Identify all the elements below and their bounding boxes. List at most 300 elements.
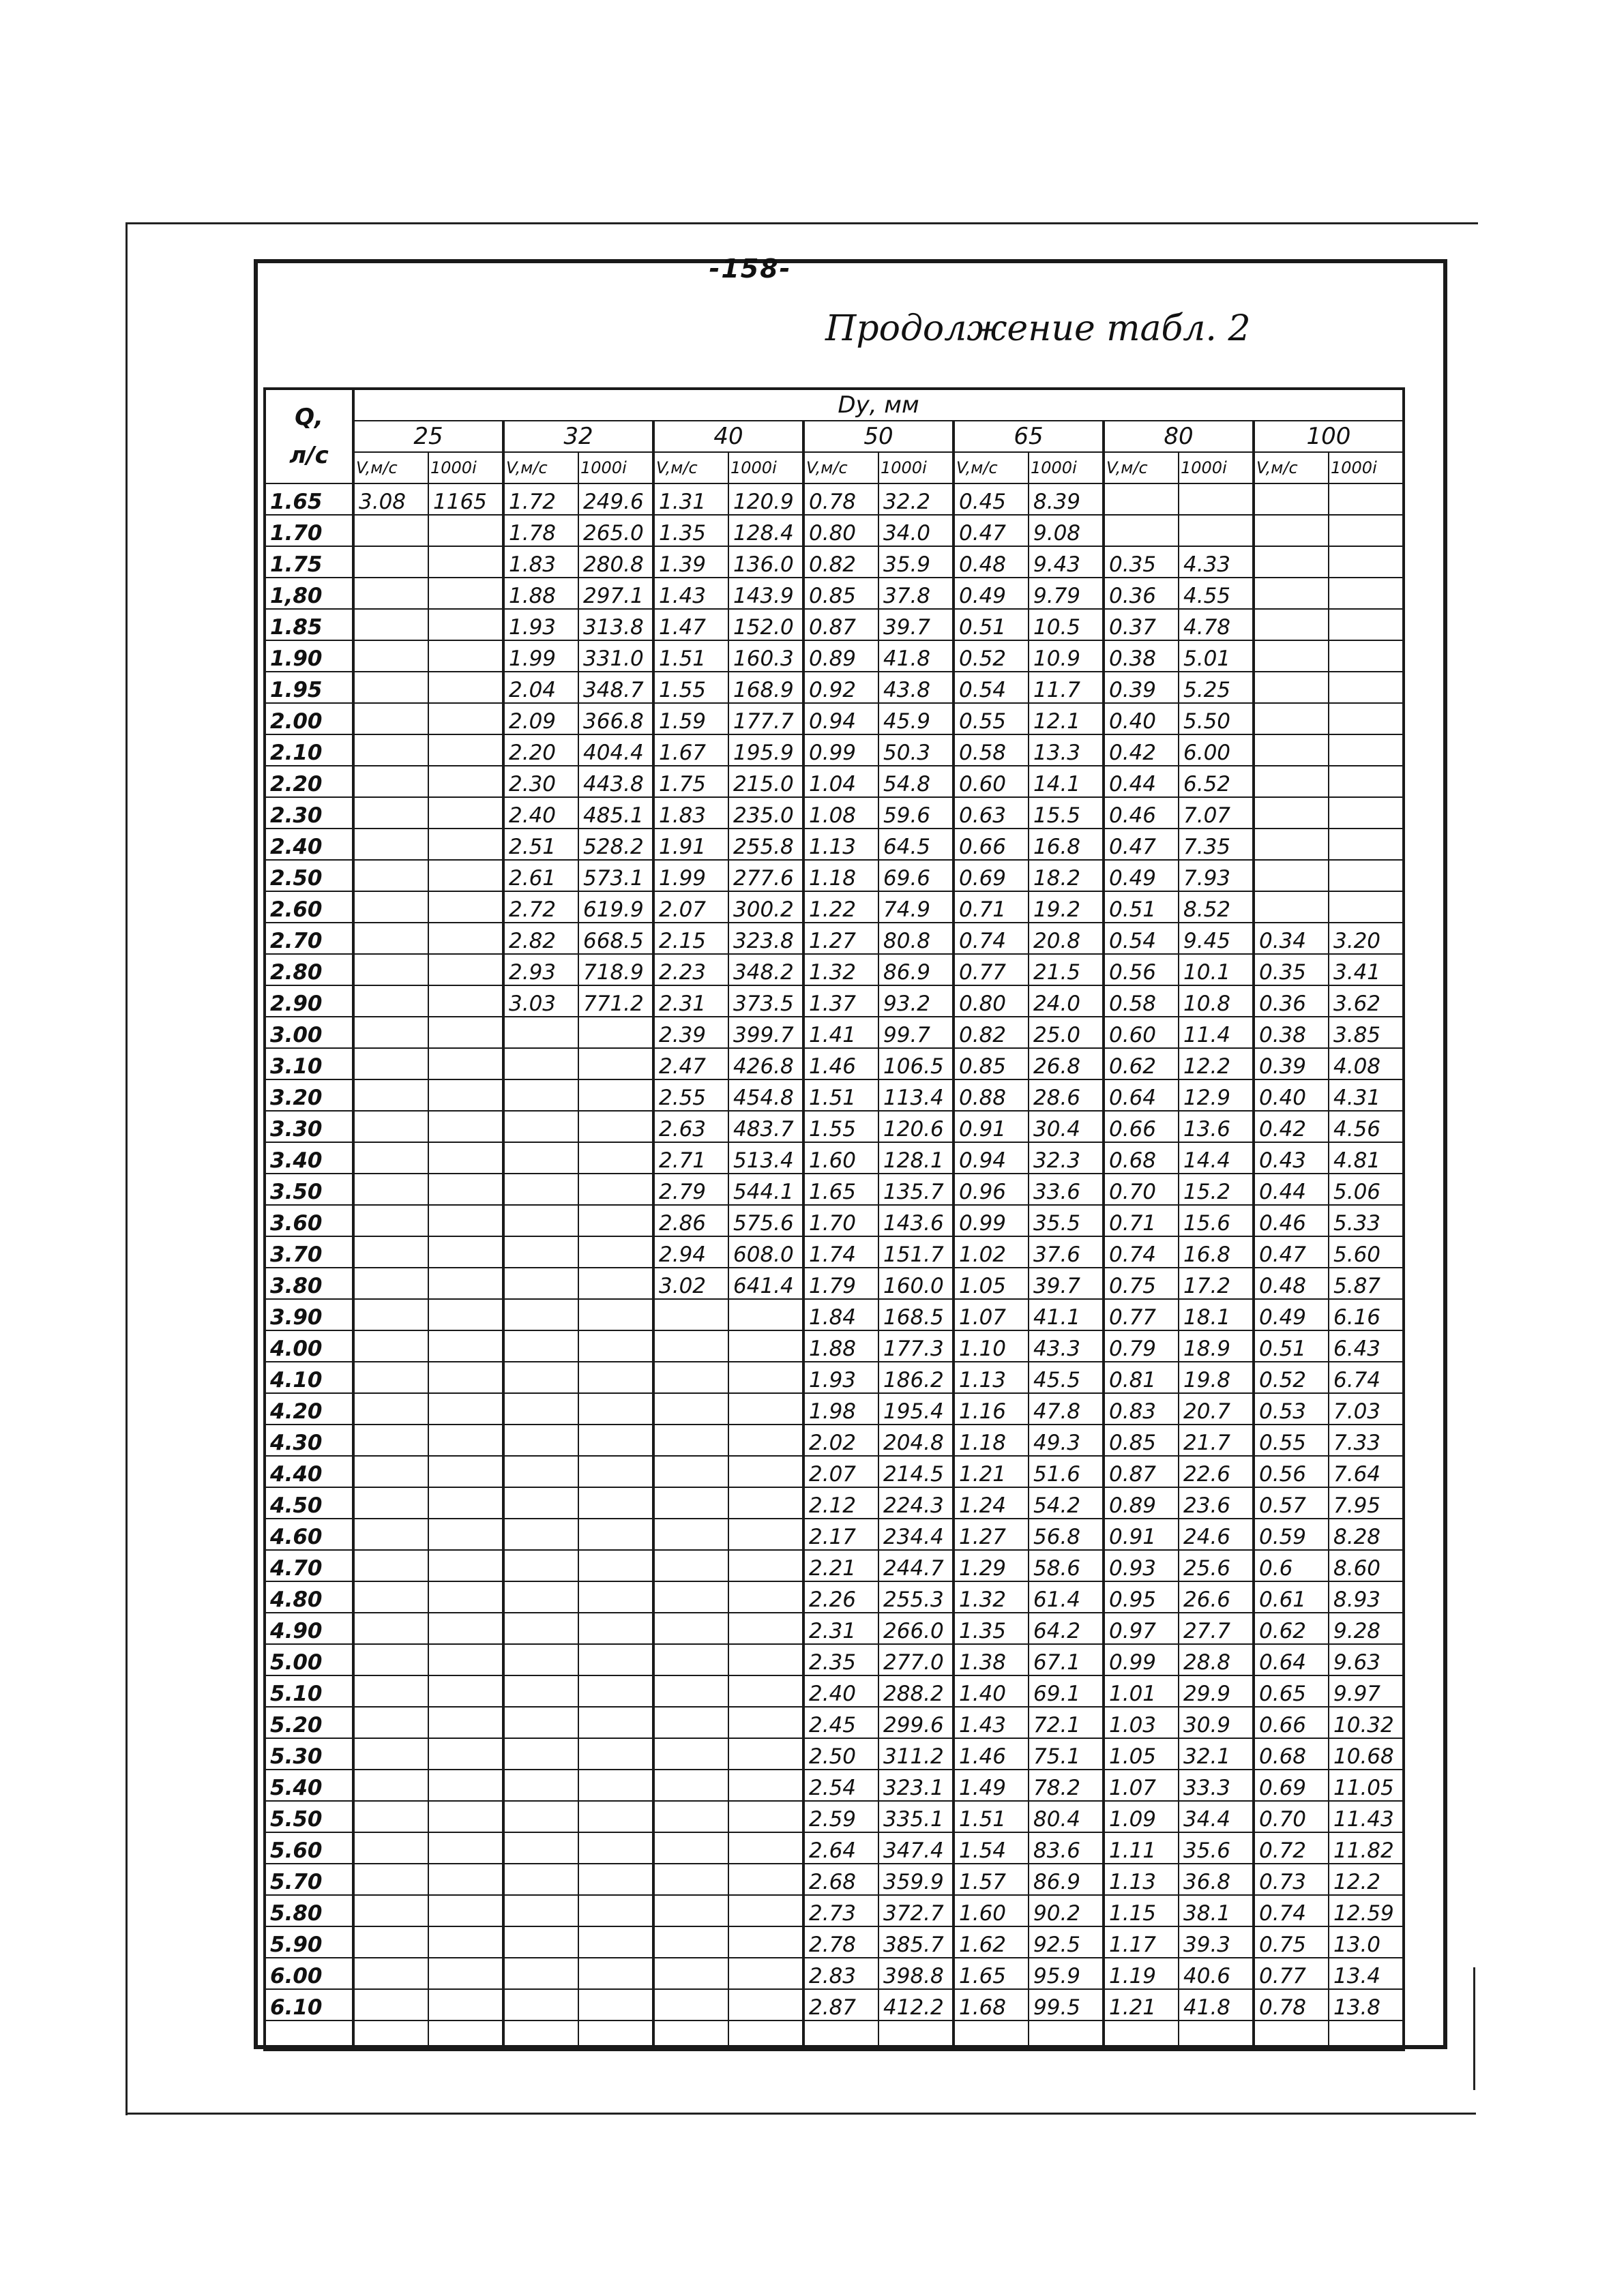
velocity-cell: 1.03 <box>1104 1707 1179 1738</box>
header-row-group <box>265 389 1404 421</box>
flow-rate-cell: 2.80 <box>265 954 353 985</box>
velocity-cell: 0.39 <box>1104 672 1179 703</box>
diameter-header: 100 <box>1254 421 1404 452</box>
velocity-cell <box>353 1393 428 1425</box>
diameter-header: 65 <box>954 421 1104 452</box>
empty-cell <box>803 2021 878 2050</box>
flow-rate-cell: 2.00 <box>265 703 353 734</box>
headloss-cell <box>428 1079 503 1111</box>
velocity-cell: 0.66 <box>954 829 1029 860</box>
velocity-cell <box>503 1770 578 1801</box>
flow-rate-cell: 2.10 <box>265 734 353 766</box>
diameter-header: 40 <box>653 421 803 452</box>
table-row <box>265 1832 1404 1864</box>
table-row <box>265 1801 1404 1832</box>
subheader-row <box>265 452 1404 483</box>
velocity-cell: 0.74 <box>954 923 1029 954</box>
velocity-cell <box>503 1236 578 1268</box>
velocity-cell <box>653 1926 728 1958</box>
velocity-cell: 1.72 <box>503 483 578 515</box>
velocity-cell <box>353 1613 428 1644</box>
velocity-cell <box>353 609 428 640</box>
headloss-cell: 7.33 <box>1329 1425 1404 1456</box>
table-row <box>265 1017 1404 1048</box>
headloss-cell: 11.7 <box>1029 672 1104 703</box>
velocity-cell: 0.47 <box>954 515 1029 546</box>
headloss-subheader: 1000i <box>428 452 503 483</box>
velocity-cell: 1.32 <box>803 954 878 985</box>
velocity-cell: 1.49 <box>954 1770 1029 1801</box>
velocity-cell: 1.40 <box>954 1675 1029 1707</box>
headloss-cell <box>428 1895 503 1926</box>
flow-rate-cell: 1.90 <box>265 640 353 672</box>
velocity-cell: 0.55 <box>954 703 1029 734</box>
velocity-cell: 0.63 <box>954 797 1029 829</box>
velocity-cell <box>353 640 428 672</box>
velocity-cell <box>503 1989 578 2021</box>
velocity-cell: 0.39 <box>1254 1048 1329 1079</box>
headloss-cell: 3.41 <box>1329 954 1404 985</box>
velocity-cell: 1.70 <box>803 1205 878 1236</box>
velocity-cell: 0.80 <box>954 985 1029 1017</box>
headloss-cell: 249.6 <box>578 483 653 515</box>
headloss-cell <box>428 1519 503 1550</box>
headloss-cell: 13.4 <box>1329 1958 1404 1989</box>
velocity-cell: 0.75 <box>1104 1268 1179 1299</box>
velocity-cell <box>353 1958 428 1989</box>
velocity-cell: 1.08 <box>803 797 878 829</box>
velocity-cell: 0.75 <box>1254 1926 1329 1958</box>
headloss-cell: 412.2 <box>878 1989 954 2021</box>
headloss-cell: 186.2 <box>878 1362 954 1393</box>
empty-cell <box>353 2021 428 2050</box>
headloss-cell: 80.8 <box>878 923 954 954</box>
flow-rate-cell: 4.80 <box>265 1581 353 1613</box>
velocity-cell: 1.88 <box>803 1330 878 1362</box>
empty-cell <box>1329 2021 1404 2050</box>
headloss-cell: 398.8 <box>878 1958 954 1989</box>
headloss-cell: 372.7 <box>878 1895 954 1926</box>
headloss-cell <box>428 1268 503 1299</box>
velocity-cell: 1.93 <box>503 609 578 640</box>
headloss-cell <box>578 1393 653 1425</box>
flow-rate-cell: 4.40 <box>265 1456 353 1487</box>
table-row <box>265 1550 1404 1581</box>
velocity-cell <box>353 1017 428 1048</box>
headloss-cell <box>428 1205 503 1236</box>
velocity-cell: 0.53 <box>1254 1393 1329 1425</box>
table-row <box>265 1362 1404 1393</box>
velocity-cell <box>503 1644 578 1675</box>
headloss-cell: 177.7 <box>728 703 803 734</box>
flow-rate-cell: 5.90 <box>265 1926 353 1958</box>
headloss-cell: 573.1 <box>578 860 653 891</box>
headloss-cell <box>578 1362 653 1393</box>
headloss-cell: 69.6 <box>878 860 954 891</box>
velocity-cell: 1.98 <box>803 1393 878 1425</box>
headloss-cell <box>728 1770 803 1801</box>
headloss-cell: 34.4 <box>1179 1801 1254 1832</box>
velocity-cell: 2.55 <box>653 1079 728 1111</box>
velocity-cell <box>503 1895 578 1926</box>
headloss-cell: 41.8 <box>1179 1989 1254 2021</box>
velocity-cell <box>503 1487 578 1519</box>
headloss-cell: 204.8 <box>878 1425 954 1456</box>
headloss-cell <box>428 1362 503 1393</box>
velocity-cell <box>1104 483 1179 515</box>
velocity-cell: 1.07 <box>1104 1770 1179 1801</box>
velocity-cell <box>353 672 428 703</box>
velocity-cell: 1.99 <box>653 860 728 891</box>
velocity-cell: 0.85 <box>954 1048 1029 1079</box>
velocity-cell <box>353 1707 428 1738</box>
headloss-cell <box>578 1236 653 1268</box>
headloss-cell: 41.8 <box>878 640 954 672</box>
headloss-cell <box>428 672 503 703</box>
headloss-cell <box>428 1142 503 1174</box>
headloss-cell: 255.3 <box>878 1581 954 1613</box>
velocity-cell: 0.66 <box>1104 1111 1179 1142</box>
headloss-cell <box>1329 672 1404 703</box>
velocity-cell: 0.78 <box>1254 1989 1329 2021</box>
headloss-cell: 50.3 <box>878 734 954 766</box>
headloss-cell: 39.3 <box>1179 1926 1254 1958</box>
velocity-cell <box>353 1770 428 1801</box>
flow-rate-cell: 5.40 <box>265 1770 353 1801</box>
velocity-cell <box>653 1519 728 1550</box>
headloss-cell: 22.6 <box>1179 1456 1254 1487</box>
velocity-cell: 1.32 <box>954 1581 1029 1613</box>
table-row <box>265 1487 1404 1519</box>
headloss-cell: 5.87 <box>1329 1268 1404 1299</box>
velocity-cell <box>503 1393 578 1425</box>
flow-rate-cell: 5.20 <box>265 1707 353 1738</box>
headloss-cell <box>578 1581 653 1613</box>
headloss-cell: 93.2 <box>878 985 954 1017</box>
velocity-cell: 0.78 <box>803 483 878 515</box>
headloss-cell: 195.9 <box>728 734 803 766</box>
velocity-cell: 2.83 <box>803 1958 878 1989</box>
headloss-cell <box>428 1958 503 1989</box>
headloss-cell: 9.79 <box>1029 578 1104 609</box>
headloss-cell: 54.2 <box>1029 1487 1104 1519</box>
velocity-cell: 0.79 <box>1104 1330 1179 1362</box>
velocity-cell: 0.99 <box>1104 1644 1179 1675</box>
velocity-cell <box>353 734 428 766</box>
velocity-cell: 0.82 <box>803 546 878 578</box>
velocity-cell <box>353 1926 428 1958</box>
velocity-cell <box>353 1738 428 1770</box>
flow-rate-cell: 5.10 <box>265 1675 353 1707</box>
headloss-cell: 47.8 <box>1029 1393 1104 1425</box>
velocity-cell: 1.17 <box>1104 1926 1179 1958</box>
velocity-cell: 0.71 <box>954 891 1029 923</box>
headloss-subheader: 1000i <box>728 452 803 483</box>
velocity-cell: 2.64 <box>803 1832 878 1864</box>
velocity-cell: 1.75 <box>653 766 728 797</box>
headloss-cell: 215.0 <box>728 766 803 797</box>
headloss-cell <box>428 1832 503 1864</box>
velocity-cell: 0.62 <box>1104 1048 1179 1079</box>
headloss-subheader: 1000i <box>1329 452 1404 483</box>
headloss-cell: 143.9 <box>728 578 803 609</box>
velocity-cell <box>353 1989 428 2021</box>
velocity-cell: 0.96 <box>954 1174 1029 1205</box>
headloss-cell: 426.8 <box>728 1048 803 1079</box>
velocity-cell: 0.38 <box>1104 640 1179 672</box>
headloss-cell: 7.95 <box>1329 1487 1404 1519</box>
velocity-cell: 0.97 <box>1104 1613 1179 1644</box>
headloss-cell <box>428 1017 503 1048</box>
headloss-cell: 5.60 <box>1329 1236 1404 1268</box>
velocity-subheader: V,м/с <box>954 452 1029 483</box>
headloss-cell <box>578 1644 653 1675</box>
headloss-cell <box>1329 546 1404 578</box>
velocity-cell: 2.50 <box>803 1738 878 1770</box>
diameter-header: 32 <box>503 421 653 452</box>
headloss-cell: 266.0 <box>878 1613 954 1644</box>
headloss-cell: 313.8 <box>578 609 653 640</box>
headloss-cell: 24.0 <box>1029 985 1104 1017</box>
velocity-cell: 2.59 <box>803 1801 878 1832</box>
velocity-cell <box>353 515 428 546</box>
table-row <box>265 578 1404 609</box>
headloss-cell: 5.01 <box>1179 640 1254 672</box>
headloss-cell: 99.7 <box>878 1017 954 1048</box>
headloss-cell: 45.9 <box>878 703 954 734</box>
headloss-cell <box>1329 578 1404 609</box>
velocity-cell: 0.85 <box>803 578 878 609</box>
velocity-cell: 0.47 <box>1254 1236 1329 1268</box>
headloss-cell: 288.2 <box>878 1675 954 1707</box>
headloss-cell: 8.93 <box>1329 1581 1404 1613</box>
velocity-cell: 2.45 <box>803 1707 878 1738</box>
velocity-cell <box>353 1048 428 1079</box>
velocity-cell: 1.13 <box>803 829 878 860</box>
headloss-cell: 49.3 <box>1029 1425 1104 1456</box>
table-row <box>265 1330 1404 1362</box>
velocity-cell: 0.35 <box>1254 954 1329 985</box>
headloss-cell: 311.2 <box>878 1738 954 1770</box>
velocity-cell: 3.08 <box>353 483 428 515</box>
headloss-cell <box>1329 891 1404 923</box>
velocity-cell <box>653 1707 728 1738</box>
headloss-cell: 32.2 <box>878 483 954 515</box>
empty-cell <box>503 2021 578 2050</box>
headloss-cell: 160.3 <box>728 640 803 672</box>
velocity-cell <box>653 1581 728 1613</box>
velocity-cell: 0.95 <box>1104 1581 1179 1613</box>
headloss-cell <box>1329 609 1404 640</box>
velocity-cell: 2.09 <box>503 703 578 734</box>
velocity-cell: 2.31 <box>803 1613 878 1644</box>
flow-rate-cell: 3.20 <box>265 1079 353 1111</box>
headloss-cell: 12.2 <box>1329 1864 1404 1895</box>
velocity-cell: 0.49 <box>1104 860 1179 891</box>
headloss-cell: 106.5 <box>878 1048 954 1079</box>
velocity-cell: 2.47 <box>653 1048 728 1079</box>
velocity-cell: 0.91 <box>1104 1519 1179 1550</box>
velocity-cell <box>653 1738 728 1770</box>
velocity-cell <box>1254 578 1329 609</box>
headloss-cell: 20.7 <box>1179 1393 1254 1425</box>
velocity-cell <box>503 1330 578 1362</box>
table-row <box>265 1958 1404 1989</box>
flow-rate-cell: 4.60 <box>265 1519 353 1550</box>
headloss-subheader: 1000i <box>1029 452 1104 483</box>
flow-rate-cell: 1.95 <box>265 672 353 703</box>
headloss-cell: 641.4 <box>728 1268 803 1299</box>
velocity-cell <box>653 1644 728 1675</box>
headloss-cell: 280.8 <box>578 546 653 578</box>
table-container <box>263 387 1405 2051</box>
headloss-cell <box>728 1895 803 1926</box>
headloss-cell: 9.43 <box>1029 546 1104 578</box>
velocity-cell <box>1254 703 1329 734</box>
headloss-cell <box>428 1801 503 1832</box>
velocity-cell <box>653 1456 728 1487</box>
velocity-cell: 2.61 <box>503 860 578 891</box>
headloss-cell: 69.1 <box>1029 1675 1104 1707</box>
headloss-cell <box>578 1487 653 1519</box>
headloss-cell: 214.5 <box>878 1456 954 1487</box>
velocity-cell <box>503 1801 578 1832</box>
headloss-cell <box>578 1613 653 1644</box>
velocity-cell: 0.77 <box>954 954 1029 985</box>
table-row <box>265 546 1404 578</box>
velocity-cell: 1.99 <box>503 640 578 672</box>
headloss-cell: 152.0 <box>728 609 803 640</box>
headloss-cell <box>1329 829 1404 860</box>
headloss-cell: 11.05 <box>1329 1770 1404 1801</box>
velocity-cell: 0.42 <box>1254 1111 1329 1142</box>
velocity-cell <box>353 891 428 923</box>
headloss-cell <box>578 1111 653 1142</box>
headloss-cell <box>428 1456 503 1487</box>
headloss-cell <box>428 985 503 1017</box>
velocity-cell <box>1254 829 1329 860</box>
velocity-cell: 1.91 <box>653 829 728 860</box>
velocity-cell <box>503 1707 578 1738</box>
velocity-cell: 1.79 <box>803 1268 878 1299</box>
flow-rate-cell: 3.40 <box>265 1142 353 1174</box>
headloss-cell: 28.6 <box>1029 1079 1104 1111</box>
velocity-cell: 2.39 <box>653 1017 728 1048</box>
velocity-cell: 0.64 <box>1104 1079 1179 1111</box>
headloss-cell <box>728 1675 803 1707</box>
headloss-cell <box>578 1989 653 2021</box>
headloss-cell: 6.74 <box>1329 1362 1404 1393</box>
headloss-cell <box>578 1770 653 1801</box>
headloss-cell: 12.2 <box>1179 1048 1254 1079</box>
headloss-cell: 366.8 <box>578 703 653 734</box>
headloss-cell: 32.1 <box>1179 1738 1254 1770</box>
headloss-cell: 15.6 <box>1179 1205 1254 1236</box>
velocity-cell: 1.18 <box>954 1425 1029 1456</box>
velocity-cell: 0.46 <box>1104 797 1179 829</box>
velocity-cell: 2.04 <box>503 672 578 703</box>
velocity-cell <box>503 1581 578 1613</box>
velocity-cell: 2.12 <box>803 1487 878 1519</box>
velocity-cell <box>353 1550 428 1581</box>
table-row <box>265 515 1404 546</box>
flow-rate-cell: 1.70 <box>265 515 353 546</box>
velocity-cell: 0.68 <box>1104 1142 1179 1174</box>
headloss-cell: 331.0 <box>578 640 653 672</box>
headloss-cell: 58.6 <box>1029 1550 1104 1581</box>
headloss-cell: 43.3 <box>1029 1330 1104 1362</box>
headloss-cell: 619.9 <box>578 891 653 923</box>
velocity-cell <box>1254 515 1329 546</box>
velocity-cell <box>503 1550 578 1581</box>
headloss-cell: 26.6 <box>1179 1581 1254 1613</box>
headloss-cell <box>578 1675 653 1707</box>
headloss-cell: 7.35 <box>1179 829 1254 860</box>
velocity-cell: 0.54 <box>1104 923 1179 954</box>
headloss-cell <box>578 1864 653 1895</box>
headloss-cell: 771.2 <box>578 985 653 1017</box>
headloss-cell: 718.9 <box>578 954 653 985</box>
headloss-cell: 83.6 <box>1029 1832 1104 1864</box>
velocity-cell: 1.74 <box>803 1236 878 1268</box>
velocity-cell <box>353 578 428 609</box>
table-row <box>265 1174 1404 1205</box>
velocity-cell: 2.87 <box>803 1989 878 2021</box>
headloss-cell: 14.4 <box>1179 1142 1254 1174</box>
velocity-subheader: V,м/с <box>353 452 428 483</box>
headloss-cell: 21.7 <box>1179 1425 1254 1456</box>
headloss-cell: 10.8 <box>1179 985 1254 1017</box>
velocity-cell <box>503 1864 578 1895</box>
flow-rate-cell: 1.85 <box>265 609 353 640</box>
velocity-cell: 1.15 <box>1104 1895 1179 1926</box>
headloss-cell: 15.5 <box>1029 797 1104 829</box>
velocity-cell: 2.23 <box>653 954 728 985</box>
headloss-cell: 7.64 <box>1329 1456 1404 1487</box>
velocity-cell: 0.47 <box>1104 829 1179 860</box>
velocity-cell: 1.93 <box>803 1362 878 1393</box>
headloss-cell <box>428 766 503 797</box>
velocity-cell: 1.43 <box>653 578 728 609</box>
headloss-cell <box>578 1017 653 1048</box>
headloss-cell <box>428 1048 503 1079</box>
velocity-cell <box>353 1079 428 1111</box>
velocity-cell <box>653 1989 728 2021</box>
velocity-cell: 1.27 <box>803 923 878 954</box>
q-header-symbol: Q, <box>295 404 323 431</box>
headloss-cell: 90.2 <box>1029 1895 1104 1926</box>
velocity-cell: 1.78 <box>503 515 578 546</box>
headloss-cell: 34.0 <box>878 515 954 546</box>
table-row <box>265 1613 1404 1644</box>
velocity-cell <box>653 1425 728 1456</box>
velocity-cell <box>1254 797 1329 829</box>
velocity-cell: 1.16 <box>954 1393 1029 1425</box>
headloss-cell <box>428 923 503 954</box>
velocity-cell: 1.83 <box>653 797 728 829</box>
headloss-cell: 25.0 <box>1029 1017 1104 1048</box>
headloss-cell <box>428 1738 503 1770</box>
headloss-cell <box>428 703 503 734</box>
headloss-cell <box>1329 703 1404 734</box>
headloss-cell <box>728 1958 803 1989</box>
headloss-cell: 16.8 <box>1179 1236 1254 1268</box>
velocity-cell <box>653 1958 728 1989</box>
headloss-cell: 454.8 <box>728 1079 803 1111</box>
velocity-cell <box>503 1456 578 1487</box>
headloss-cell <box>728 1738 803 1770</box>
flow-rate-cell: 3.70 <box>265 1236 353 1268</box>
